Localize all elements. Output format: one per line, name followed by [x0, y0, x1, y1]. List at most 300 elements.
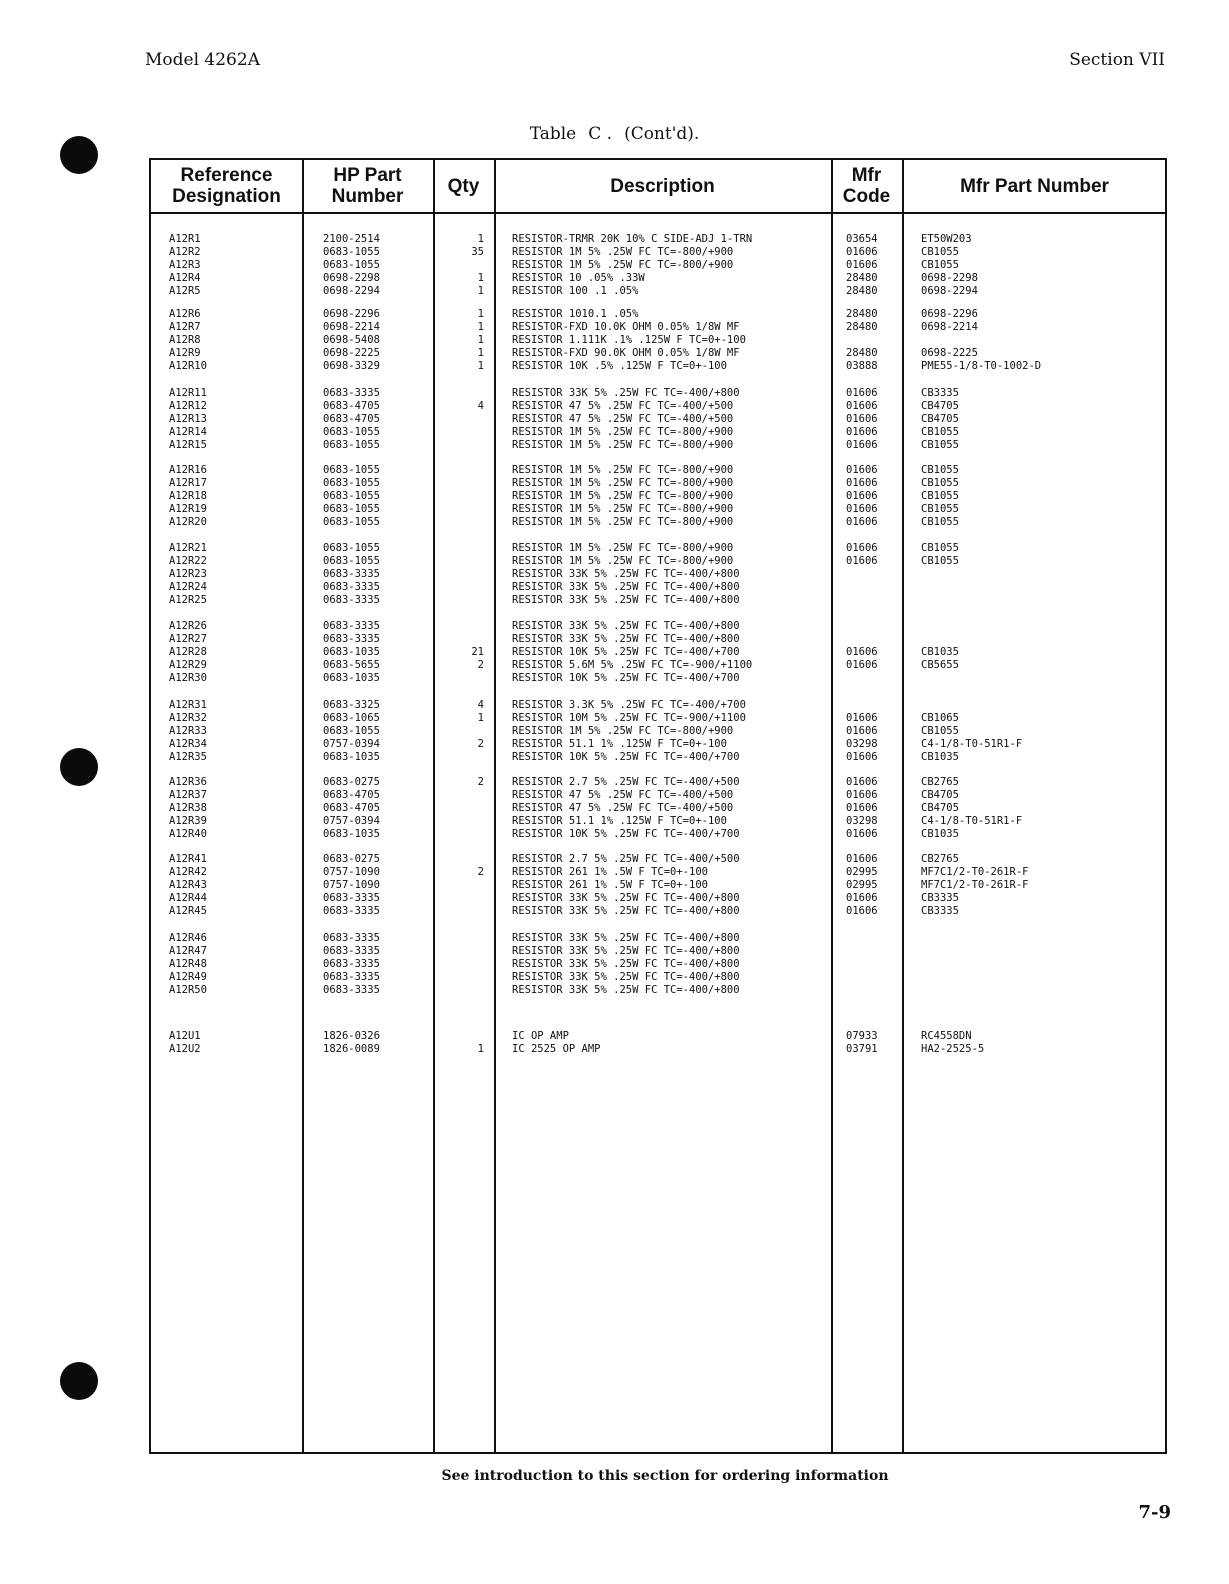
cell-description: RESISTOR 33K 5% .25W FC TC=-400/+800 [512, 633, 740, 645]
cell-hp-part-number: 0683-5655 [323, 659, 380, 671]
punch-hole [60, 1362, 98, 1400]
cell-mfr-code: 01606 [846, 828, 878, 840]
cell-description: RESISTOR 33K 5% .25W FC TC=-400/+800 [512, 387, 740, 399]
cell-description: RESISTOR 2.7 5% .25W FC TC=-400/+500 [512, 776, 740, 788]
cell-description: RESISTOR 33K 5% .25W FC TC=-400/+800 [512, 594, 740, 606]
cell-mfr-code: 01606 [846, 439, 878, 451]
cell-description: RESISTOR 1M 5% .25W FC TC=-800/+900 [512, 725, 734, 737]
table-title-suffix: (Cont'd). [624, 124, 700, 144]
table-row [151, 272, 1165, 285]
cell-ref-designation: A12R19 [169, 503, 207, 515]
col-header-hp-part [302, 160, 433, 212]
cell-hp-part-number: 0683-1065 [323, 712, 380, 724]
cell-description: RESISTOR 33K 5% .25W FC TC=-400/+800 [512, 581, 740, 593]
cell-hp-part-number: 0683-1035 [323, 828, 380, 840]
cell-description: RESISTOR 33K 5% .25W FC TC=-400/+800 [512, 568, 740, 580]
table-row [151, 905, 1165, 918]
cell-description: RESISTOR 33K 5% .25W FC TC=-400/+800 [512, 971, 740, 983]
cell-mfr-part-number: MF7C1/2-T0-261R-F [921, 866, 1029, 878]
cell-ref-designation: A12R47 [169, 945, 207, 957]
cell-qty: 2 [477, 738, 484, 750]
col-header-qty-label: Qty [447, 175, 480, 197]
table-row [151, 751, 1165, 764]
cell-mfr-part-number: CB1065 [921, 712, 959, 724]
cell-hp-part-number: 0683-1055 [323, 542, 380, 554]
cell-mfr-part-number: CB1055 [921, 426, 959, 438]
table-row [151, 321, 1165, 334]
cell-hp-part-number: 0683-1055 [323, 246, 380, 258]
cell-qty: 1 [477, 308, 484, 320]
cell-hp-part-number: 0683-1055 [323, 259, 380, 271]
cell-mfr-code: 01606 [846, 905, 878, 917]
cell-ref-designation: A12R13 [169, 413, 207, 425]
cell-ref-designation: A12R48 [169, 958, 207, 970]
cell-hp-part-number: 0683-3335 [323, 633, 380, 645]
cell-hp-part-number: 0683-1035 [323, 646, 380, 658]
table-row [151, 360, 1165, 373]
cell-description: RESISTOR 10K 5% .25W FC TC=-400/+700 [512, 672, 740, 684]
cell-mfr-part-number: CB1055 [921, 542, 959, 554]
cell-hp-part-number: 0683-3335 [323, 620, 380, 632]
cell-ref-designation: A12R18 [169, 490, 207, 502]
cell-mfr-part-number: C4-1/8-T0-51R1-F [921, 738, 1023, 750]
table-row [151, 738, 1165, 751]
cell-ref-designation: A12R25 [169, 594, 207, 606]
col-header-reference [151, 160, 302, 212]
table-row [151, 400, 1165, 413]
table-title-prefix: Table [529, 124, 577, 144]
table-row [151, 971, 1165, 984]
cell-description: RESISTOR 1M 5% .25W FC TC=-800/+900 [512, 464, 734, 476]
cell-mfr-code: 01606 [846, 542, 878, 554]
table-row [151, 594, 1165, 607]
cell-mfr-code: 28480 [846, 321, 878, 333]
cell-ref-designation: A12R17 [169, 477, 207, 489]
cell-hp-part-number: 0698-2296 [323, 308, 380, 320]
cell-mfr-code: 01606 [846, 413, 878, 425]
cell-ref-designation: A12R12 [169, 400, 207, 412]
cell-hp-part-number: 0683-3335 [323, 905, 380, 917]
cell-hp-part-number: 0683-4705 [323, 789, 380, 801]
col-header-mfr-code [831, 160, 902, 212]
cell-ref-designation: A12R46 [169, 932, 207, 944]
cell-hp-part-number: 0683-4705 [323, 400, 380, 412]
cell-mfr-code: 01606 [846, 725, 878, 737]
cell-ref-designation: A12R50 [169, 984, 207, 996]
cell-ref-designation: A12R39 [169, 815, 207, 827]
cell-ref-designation: A12R37 [169, 789, 207, 801]
row-group [151, 620, 1165, 685]
cell-mfr-part-number: CB1035 [921, 751, 959, 763]
cell-hp-part-number: 0683-1035 [323, 751, 380, 763]
cell-ref-designation: A12R4 [169, 272, 201, 284]
cell-hp-part-number: 0698-2294 [323, 285, 380, 297]
cell-ref-designation: A12R6 [169, 308, 201, 320]
cell-description: RESISTOR 1M 5% .25W FC TC=-800/+900 [512, 477, 734, 489]
cell-hp-part-number: 0683-3335 [323, 971, 380, 983]
cell-hp-part-number: 0683-3335 [323, 581, 380, 593]
table-title-id: C . [588, 124, 613, 144]
cell-qty: 4 [477, 699, 484, 711]
cell-ref-designation: A12R20 [169, 516, 207, 528]
cell-ref-designation: A12R23 [169, 568, 207, 580]
cell-mfr-part-number: CB5655 [921, 659, 959, 671]
cell-description: RESISTOR 100 .1 .05% [512, 285, 639, 297]
table-row [151, 1043, 1165, 1056]
cell-description: RESISTOR 1M 5% .25W FC TC=-800/+900 [512, 439, 734, 451]
table-row [151, 815, 1165, 828]
cell-description: RESISTOR-FXD 10.0K OHM 0.05% 1/8W MF [512, 321, 740, 333]
cell-hp-part-number: 0698-2214 [323, 321, 380, 333]
cell-description: RESISTOR 51.1 1% .125W F TC=0+-100 [512, 815, 727, 827]
cell-hp-part-number: 0698-2225 [323, 347, 380, 359]
cell-qty: 4 [477, 400, 484, 412]
cell-ref-designation: A12R8 [169, 334, 201, 346]
cell-hp-part-number: 0683-4705 [323, 802, 380, 814]
cell-mfr-code: 01606 [846, 503, 878, 515]
cell-description: RESISTOR 2.7 5% .25W FC TC=-400/+500 [512, 853, 740, 865]
table-row [151, 464, 1165, 477]
cell-mfr-code: 01606 [846, 646, 878, 658]
cell-mfr-code: 28480 [846, 308, 878, 320]
cell-mfr-part-number: MF7C1/2-T0-261R-F [921, 879, 1029, 891]
cell-ref-designation: A12R11 [169, 387, 207, 399]
col-header-mfr-part [902, 160, 1167, 212]
cell-mfr-code: 01606 [846, 477, 878, 489]
cell-ref-designation: A12R45 [169, 905, 207, 917]
cell-mfr-code: 03654 [846, 233, 878, 245]
table-row [151, 516, 1165, 529]
cell-mfr-code: 01606 [846, 516, 878, 528]
table-row [151, 958, 1165, 971]
table-row [151, 699, 1165, 712]
cell-qty: 1 [477, 360, 484, 372]
cell-description: RESISTOR 261 1% .5W F TC=0+-100 [512, 866, 708, 878]
cell-description: RESISTOR 1010.1 .05% [512, 308, 639, 320]
section-label: Section VII [1069, 50, 1165, 70]
row-group [151, 233, 1165, 298]
cell-description: RESISTOR 47 5% .25W FC TC=-400/+500 [512, 400, 734, 412]
cell-ref-designation: A12R49 [169, 971, 207, 983]
cell-mfr-part-number: ET50W203 [921, 233, 972, 245]
table-row [151, 490, 1165, 503]
cell-qty: 35 [471, 246, 484, 258]
cell-ref-designation: A12R34 [169, 738, 207, 750]
cell-description: IC OP AMP [512, 1030, 569, 1042]
cell-mfr-part-number: CB3335 [921, 892, 959, 904]
cell-mfr-part-number: CB1035 [921, 828, 959, 840]
row-group [151, 387, 1165, 452]
cell-mfr-part-number: CB3335 [921, 905, 959, 917]
cell-ref-designation: A12R16 [169, 464, 207, 476]
cell-ref-designation: A12R21 [169, 542, 207, 554]
cell-description: RESISTOR 47 5% .25W FC TC=-400/+500 [512, 413, 734, 425]
table-row [151, 866, 1165, 879]
col-header-mfr-part-label: Mfr Part Number [960, 175, 1109, 197]
cell-ref-designation: A12R36 [169, 776, 207, 788]
cell-hp-part-number: 0683-0275 [323, 776, 380, 788]
cell-mfr-part-number: 0698-2296 [921, 308, 978, 320]
cell-hp-part-number: 0698-2298 [323, 272, 380, 284]
cell-mfr-part-number: CB2765 [921, 776, 959, 788]
cell-qty: 1 [477, 272, 484, 284]
cell-mfr-code: 07933 [846, 1030, 878, 1042]
table-row [151, 387, 1165, 400]
cell-hp-part-number: 0683-3335 [323, 387, 380, 399]
cell-mfr-code: 01606 [846, 555, 878, 567]
punch-hole [60, 748, 98, 786]
cell-ref-designation: A12R31 [169, 699, 207, 711]
cell-qty: 2 [477, 659, 484, 671]
cell-description: RESISTOR 47 5% .25W FC TC=-400/+500 [512, 802, 734, 814]
cell-description: RESISTOR 10K 5% .25W FC TC=-400/+700 [512, 646, 740, 658]
table-row [151, 853, 1165, 866]
table-row [151, 568, 1165, 581]
cell-hp-part-number: 0683-3325 [323, 699, 380, 711]
cell-mfr-code: 28480 [846, 347, 878, 359]
table-row [151, 246, 1165, 259]
cell-ref-designation: A12R40 [169, 828, 207, 840]
table-row [151, 945, 1165, 958]
cell-mfr-code: 01606 [846, 751, 878, 763]
cell-qty: 1 [477, 347, 484, 359]
cell-description: RESISTOR 33K 5% .25W FC TC=-400/+800 [512, 892, 740, 904]
table-row [151, 828, 1165, 841]
cell-hp-part-number: 0683-3335 [323, 568, 380, 580]
cell-hp-part-number: 0683-3335 [323, 892, 380, 904]
cell-description: RESISTOR 10K 5% .25W FC TC=-400/+700 [512, 751, 740, 763]
row-group [151, 542, 1165, 607]
cell-mfr-part-number: CB1055 [921, 516, 959, 528]
cell-hp-part-number: 1826-0326 [323, 1030, 380, 1042]
cell-mfr-code: 28480 [846, 285, 878, 297]
cell-mfr-part-number: CB1055 [921, 246, 959, 258]
cell-description: RESISTOR 47 5% .25W FC TC=-400/+500 [512, 789, 734, 801]
cell-ref-designation: A12R10 [169, 360, 207, 372]
table-row [151, 932, 1165, 945]
cell-ref-designation: A12R14 [169, 426, 207, 438]
cell-mfr-code: 01606 [846, 659, 878, 671]
cell-mfr-part-number: PME55-1/8-T0-1002-D [921, 360, 1042, 372]
table-title [0, 124, 1229, 144]
punch-hole [60, 136, 98, 174]
table-row [151, 712, 1165, 725]
cell-description: RESISTOR 5.6M 5% .25W FC TC=-900/+1100 [512, 659, 753, 671]
cell-hp-part-number: 0683-1055 [323, 477, 380, 489]
cell-hp-part-number: 0757-0394 [323, 815, 380, 827]
cell-hp-part-number: 0698-5408 [323, 334, 380, 346]
cell-description: RESISTOR 1M 5% .25W FC TC=-800/+900 [512, 555, 734, 567]
row-group [151, 932, 1165, 997]
cell-ref-designation: A12R26 [169, 620, 207, 632]
cell-mfr-part-number: CB1055 [921, 259, 959, 271]
col-header-mfr-code-label: Mfr Code [842, 165, 891, 207]
cell-ref-designation: A12R29 [169, 659, 207, 671]
cell-description: RESISTOR 1M 5% .25W FC TC=-800/+900 [512, 426, 734, 438]
cell-ref-designation: A12R7 [169, 321, 201, 333]
cell-ref-designation: A12R27 [169, 633, 207, 645]
table-row [151, 620, 1165, 633]
cell-hp-part-number: 0683-1055 [323, 490, 380, 502]
cell-mfr-code: 03298 [846, 738, 878, 750]
cell-ref-designation: A12R32 [169, 712, 207, 724]
col-header-qty [433, 160, 494, 212]
cell-mfr-code: 01606 [846, 490, 878, 502]
cell-ref-designation: A12R15 [169, 439, 207, 451]
table-row [151, 555, 1165, 568]
cell-qty: 1 [477, 1043, 484, 1055]
table-row [151, 439, 1165, 452]
cell-description: RESISTOR 1M 5% .25W FC TC=-800/+900 [512, 516, 734, 528]
cell-mfr-code: 01606 [846, 464, 878, 476]
cell-description: RESISTOR 33K 5% .25W FC TC=-400/+800 [512, 932, 740, 944]
table-row [151, 892, 1165, 905]
cell-description: RESISTOR 1M 5% .25W FC TC=-800/+900 [512, 246, 734, 258]
cell-ref-designation: A12R1 [169, 233, 201, 245]
cell-hp-part-number: 0683-3335 [323, 594, 380, 606]
cell-mfr-part-number: 0698-2225 [921, 347, 978, 359]
table-row [151, 802, 1165, 815]
row-group [151, 853, 1165, 918]
table-row [151, 879, 1165, 892]
row-group [151, 776, 1165, 841]
cell-description: RESISTOR 51.1 1% .125W F TC=0+-100 [512, 738, 727, 750]
cell-mfr-code: 01606 [846, 776, 878, 788]
table-row [151, 1030, 1165, 1043]
cell-mfr-part-number: RC4558DN [921, 1030, 972, 1042]
cell-hp-part-number: 0683-4705 [323, 413, 380, 425]
cell-ref-designation: A12R43 [169, 879, 207, 891]
cell-mfr-part-number: CB3335 [921, 387, 959, 399]
table-row [151, 789, 1165, 802]
cell-ref-designation: A12R24 [169, 581, 207, 593]
cell-hp-part-number: 0683-1055 [323, 503, 380, 515]
cell-description: RESISTOR 10K 5% .25W FC TC=-400/+700 [512, 828, 740, 840]
cell-mfr-code: 01606 [846, 802, 878, 814]
cell-qty: 1 [477, 285, 484, 297]
cell-description: RESISTOR-FXD 90.0K OHM 0.05% 1/8W MF [512, 347, 740, 359]
cell-ref-designation: A12U1 [169, 1030, 201, 1042]
cell-mfr-part-number: CB4705 [921, 413, 959, 425]
page-number: 7-9 [1138, 1502, 1171, 1523]
cell-description: RESISTOR 33K 5% .25W FC TC=-400/+800 [512, 958, 740, 970]
cell-ref-designation: A12R28 [169, 646, 207, 658]
cell-mfr-part-number: 0698-2214 [921, 321, 978, 333]
cell-description: IC 2525 OP AMP [512, 1043, 601, 1055]
cell-hp-part-number: 0683-1055 [323, 464, 380, 476]
parts-table [149, 158, 1167, 1454]
table-row [151, 308, 1165, 321]
cell-mfr-code: 01606 [846, 426, 878, 438]
cell-mfr-part-number: CB1055 [921, 725, 959, 737]
cell-mfr-code: 03791 [846, 1043, 878, 1055]
ordering-note: See introduction to this section for ordering information [441, 1468, 889, 1484]
table-row [151, 542, 1165, 555]
cell-description: RESISTOR-TRMR 20K 10% C SIDE-ADJ 1-TRN [512, 233, 753, 245]
cell-mfr-part-number: CB1055 [921, 477, 959, 489]
cell-description: RESISTOR 1M 5% .25W FC TC=-800/+900 [512, 503, 734, 515]
cell-description: RESISTOR 261 1% .5W F TC=0+-100 [512, 879, 708, 891]
cell-mfr-part-number: CB4705 [921, 789, 959, 801]
cell-mfr-code: 01606 [846, 892, 878, 904]
cell-description: RESISTOR 33K 5% .25W FC TC=-400/+800 [512, 905, 740, 917]
cell-description: RESISTOR 3.3K 5% .25W FC TC=-400/+700 [512, 699, 746, 711]
table-row [151, 503, 1165, 516]
row-group [151, 699, 1165, 764]
cell-mfr-code: 01606 [846, 400, 878, 412]
cell-mfr-code: 02995 [846, 866, 878, 878]
col-header-description [494, 160, 831, 212]
cell-description: RESISTOR 1M 5% .25W FC TC=-800/+900 [512, 490, 734, 502]
table-row [151, 581, 1165, 594]
cell-hp-part-number: 0683-1035 [323, 672, 380, 684]
cell-mfr-part-number: 0698-2298 [921, 272, 978, 284]
cell-mfr-code: 01606 [846, 712, 878, 724]
cell-mfr-part-number: CB1055 [921, 439, 959, 451]
cell-hp-part-number: 0683-1055 [323, 516, 380, 528]
cell-ref-designation: A12R2 [169, 246, 201, 258]
cell-description: RESISTOR 1M 5% .25W FC TC=-800/+900 [512, 542, 734, 554]
cell-mfr-code: 01606 [846, 387, 878, 399]
cell-mfr-code: 02995 [846, 879, 878, 891]
cell-hp-part-number: 2100-2514 [323, 233, 380, 245]
cell-mfr-part-number: C4-1/8-T0-51R1-F [921, 815, 1023, 827]
row-group [151, 1030, 1165, 1056]
table-row [151, 672, 1165, 685]
cell-ref-designation: A12R5 [169, 285, 201, 297]
cell-hp-part-number: 0683-1055 [323, 426, 380, 438]
cell-hp-part-number: 0757-1090 [323, 866, 380, 878]
cell-description: RESISTOR 1.111K .1% .125W F TC=0+-100 [512, 334, 746, 346]
cell-mfr-part-number: CB1055 [921, 555, 959, 567]
cell-qty: 21 [471, 646, 484, 658]
cell-hp-part-number: 0683-1055 [323, 725, 380, 737]
table-row [151, 334, 1165, 347]
cell-description: RESISTOR 33K 5% .25W FC TC=-400/+800 [512, 620, 740, 632]
table-row [151, 347, 1165, 360]
cell-ref-designation: A12R41 [169, 853, 207, 865]
cell-description: RESISTOR 33K 5% .25W FC TC=-400/+800 [512, 945, 740, 957]
cell-mfr-part-number: 0698-2294 [921, 285, 978, 297]
cell-hp-part-number: 0683-3335 [323, 958, 380, 970]
cell-qty: 1 [477, 334, 484, 346]
cell-ref-designation: A12R30 [169, 672, 207, 684]
cell-hp-part-number: 0683-3335 [323, 984, 380, 996]
cell-ref-designation: A12R33 [169, 725, 207, 737]
cell-hp-part-number: 0683-3335 [323, 945, 380, 957]
cell-mfr-part-number: CB1055 [921, 464, 959, 476]
cell-qty: 1 [477, 712, 484, 724]
cell-mfr-code: 03888 [846, 360, 878, 372]
cell-hp-part-number: 0757-0394 [323, 738, 380, 750]
cell-hp-part-number: 0757-1090 [323, 879, 380, 891]
col-header-hp-part-label: HP Part Number [331, 165, 404, 207]
table-row [151, 776, 1165, 789]
cell-ref-designation: A12R35 [169, 751, 207, 763]
table-row [151, 646, 1165, 659]
cell-mfr-code: 03298 [846, 815, 878, 827]
cell-mfr-part-number: CB4705 [921, 400, 959, 412]
cell-ref-designation: A12R38 [169, 802, 207, 814]
table-row [151, 984, 1165, 997]
cell-qty: 2 [477, 866, 484, 878]
cell-hp-part-number: 0683-1055 [323, 555, 380, 567]
cell-mfr-part-number: CB1035 [921, 646, 959, 658]
table-row [151, 259, 1165, 272]
cell-ref-designation: A12R3 [169, 259, 201, 271]
table-row [151, 233, 1165, 246]
cell-ref-designation: A12R9 [169, 347, 201, 359]
